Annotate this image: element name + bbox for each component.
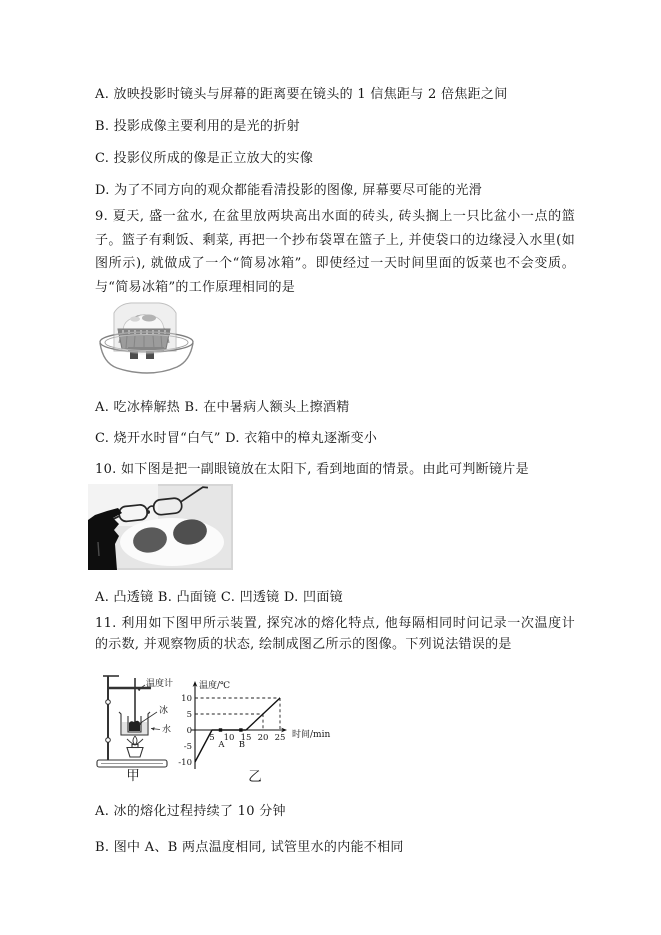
water-label: 水 <box>162 725 172 735</box>
question10-text: 10. 如下图是把一副眼镜放在太阳下, 看到地面的情景。由此可判断镜片是 <box>95 462 529 477</box>
time-axis-label: 时间/min <box>292 730 331 740</box>
marked-point-label-B: B <box>238 740 246 750</box>
ice-blob <box>129 721 140 731</box>
thermometer-label: 温度计 <box>146 679 174 689</box>
question9-text: 9. 夏天, 盛一盆水, 在盆里放两块高出水面的砖头, 砖头搁上一只比盆小一点的篮子。篮子有剩饭、剩菜, 再把一个抄布袋罩在篮子上, 并使袋口的边缘浸入水里(如图所示), 就做成了一个“简易冰箱”。即使经过一天时间里面的饭菜也不会变质。与“简易冰箱”的工作原理相同的是 <box>95 209 575 295</box>
marked-point-B <box>239 728 242 731</box>
q8-option-d: D. 为了不同方向的观众都能看清投影的图像, 屏幕要尽可能的光滑 <box>95 183 483 198</box>
ice-label: 冰 <box>159 706 169 716</box>
figure-jia-caption: 甲 <box>126 768 140 784</box>
cloth-bag-front <box>114 303 176 354</box>
clamp-knob-upper <box>106 700 111 705</box>
nose-pad <box>147 511 149 513</box>
x-tick-label: 20 <box>257 733 269 743</box>
x-tick-label: 5 <box>209 733 215 743</box>
right-lens <box>153 498 182 516</box>
q8-option-b: B. 投影成像主要利用的是光的折射 <box>95 119 300 134</box>
q11-option-a: A. 冰的熔化过程持续了 10 分钟 <box>95 804 286 819</box>
melting-graph <box>168 677 343 777</box>
clamp-knob-lower <box>106 738 111 743</box>
marked-point-label-A: A <box>218 740 225 750</box>
y-tick-label: -10 <box>178 758 192 768</box>
marked-point-A <box>219 728 222 731</box>
icebox-figure <box>97 299 197 375</box>
y-tick-label: 5 <box>186 710 192 720</box>
water-arrowhead <box>151 727 155 730</box>
lamp-body <box>127 748 143 758</box>
y-tick-label: 10 <box>181 694 192 704</box>
q8-option-c: C. 投影仪所成的像是正立放大的实像 <box>95 151 314 166</box>
flame <box>133 736 137 745</box>
q11-option-b: B. 图中 A、B 两点温度相同, 试管里水的内能不相同 <box>95 840 404 855</box>
x-tick-label: 15 <box>240 733 252 743</box>
y-tick-label: 0 <box>186 726 192 736</box>
y-tick-label: -5 <box>183 742 192 752</box>
chart-layer <box>178 694 285 768</box>
temperature-axis-label: 温度/℃ <box>199 681 231 691</box>
x-tick-label: 10 <box>223 733 235 743</box>
q9-options-row-2: C. 烧开水时冒“白气” D. 衣箱中的樟丸逐渐变小 <box>95 431 378 446</box>
q10-options-row: A. 凸透镜 B. 凸面镜 C. 凹透镜 D. 凹面镜 <box>95 590 343 605</box>
left-lens <box>118 504 147 522</box>
figure-yi-caption: 乙 <box>248 769 262 785</box>
q9-options-row-1: A. 吃冰棒解热 B. 在中暑病人额头上擦酒精 <box>95 400 350 415</box>
question11-text: 11. 利用如下图甲所示装置, 探究冰的熔化特点, 他每隔相同时问记录一次温度计的示数, 并观察物质的状态, 绘制成图乙所示的图像。下列说法错误的是 <box>95 616 575 652</box>
glasses-photo-figure <box>88 484 233 570</box>
q8-option-a: A. 放映投影时镜头与屏幕的距离要在镜头的 1 信焦距与 2 倍焦距之间 <box>95 87 508 102</box>
x-tick-label: 25 <box>274 733 286 743</box>
hand-crease <box>98 542 99 556</box>
